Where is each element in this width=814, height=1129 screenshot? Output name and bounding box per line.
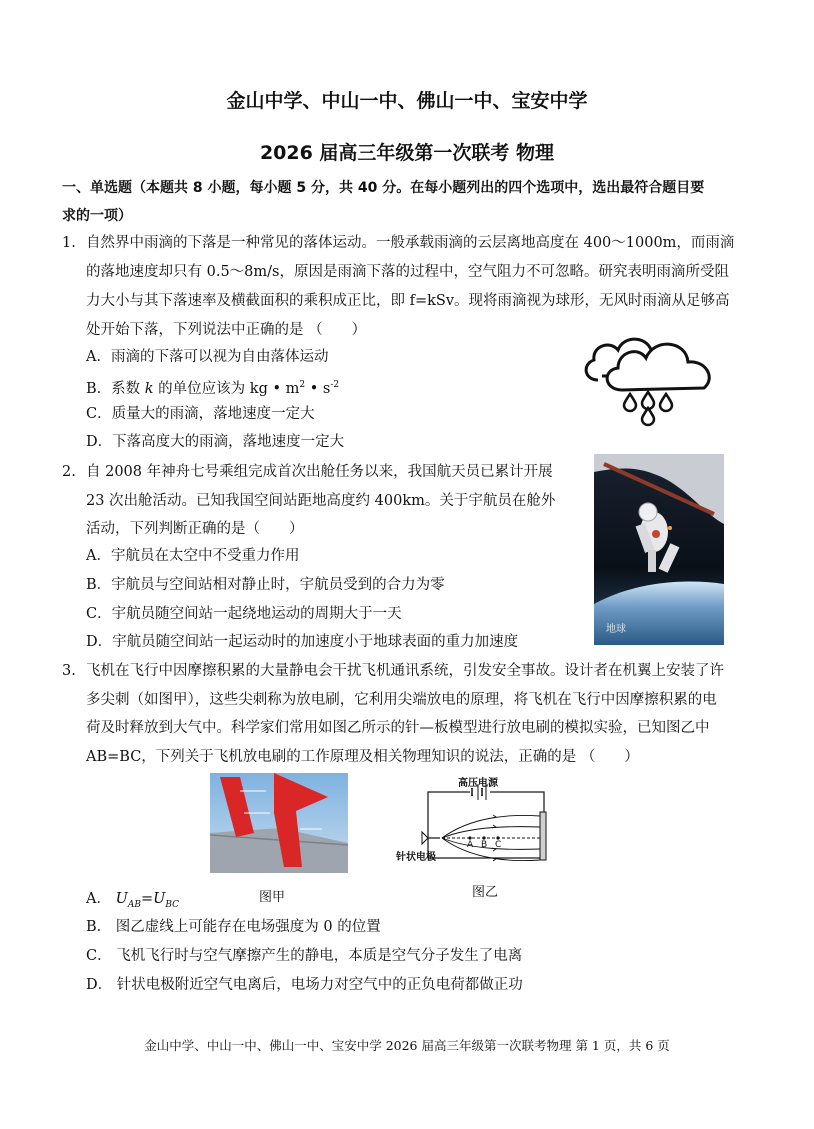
q3-option-a-sub2: BC	[165, 899, 180, 910]
q1-line-2: 的落地速度却只有 0.5～8m/s，原因是雨滴下落的过程中，空气阻力不可忽略。研究表明雨滴所受阻	[86, 264, 729, 280]
exam-title: 2026 届高三年级第一次联考 物理	[259, 142, 555, 164]
q1-option-c[interactable]: C．质量大的雨滴，落地速度一定大	[86, 406, 315, 422]
q1-option-b-exp2: -2	[330, 380, 340, 390]
q2-line-1: 自 2008 年神舟七号乘组完成首次出舱任务以来，我国航天员已累计开展	[86, 464, 553, 480]
q3-line-3: 荷及时释放到大气中。科学家们常用如图乙所示的针—板模型进行放电刷的模拟实验，已知图乙中	[86, 720, 710, 736]
power-supply-label: 高压电源	[458, 778, 498, 789]
q3-line-2: 多尖刺（如图甲），这些尖刺称为放电刷，它利用尖端放电的原理，将飞机在飞行中因摩擦积累的电	[86, 692, 717, 708]
q3-option-a[interactable]	[86, 889, 179, 915]
q3-line-1: 飞机在飞行中因摩擦积累的大量静电会干扰飞机通讯系统，引发安全事故。设计者在机翼上安装了许	[86, 663, 724, 679]
school-names: 金山中学、中山一中、佛山一中、宝安中学	[226, 90, 588, 112]
q2-option-a[interactable]: A．宇航员在太空中不受重力作用	[86, 548, 300, 564]
astronaut-photo	[594, 454, 724, 645]
q3-option-d[interactable]: D． 针状电极附近空气电离后，电场力对空气中的正负电荷都做正功	[86, 977, 523, 993]
q1-option-b-mid: 的单位应该为 kg • m	[153, 380, 300, 397]
needle-electrode-label: 针状电极	[396, 852, 436, 863]
q2-number: 2.	[62, 464, 76, 480]
q1-line-4: 处开始下落，下列说法中正确的是 （ ）	[86, 322, 367, 338]
q2-option-d[interactable]: D．宇航员随空间站一起运动时的加速度小于地球表面的重力加速度	[86, 634, 519, 650]
q3-option-a-u1: U	[115, 891, 128, 907]
q2-line-2: 23 次出舱活动。已知我国空间站距地高度约 400km。关于宇航员在舱外	[86, 493, 556, 509]
rain-cloud-icon	[578, 328, 720, 428]
section-heading-line1: 一、单选题（本题共 8 小题，每小题 5 分，共 40 分。在每小题列出的四个选项中，选出最符合题目要	[62, 180, 705, 196]
q3-option-c[interactable]: C． 飞机飞行时与空气摩擦产生的静电，本质是空气分子发生了电离	[86, 948, 523, 964]
page-footer: 金山中学、中山一中、佛山一中、宝安中学 2026 届高三年级第一次联考物理 第 1 页，共 6 页	[144, 1038, 670, 1053]
q3-number: 3.	[62, 663, 76, 679]
q1-option-b-k: k	[144, 380, 154, 397]
section-heading-line2: 求的一项）	[62, 208, 132, 224]
q1-number: 1.	[62, 235, 76, 251]
q3-line-4: AB=BC，下列关于飞机放电刷的工作原理及相关物理知识的说法，正确的是 （ ）	[86, 749, 639, 765]
point-a-label: A	[467, 840, 474, 850]
earth-label: 地球	[606, 624, 626, 635]
q1-option-b[interactable]	[86, 375, 339, 399]
q1-option-a[interactable]: A．雨滴的下落可以视为自由落体运动	[86, 349, 329, 365]
q3-option-b[interactable]: B． 图乙虚线上可能存在电场强度为 0 的位置	[86, 919, 381, 935]
q3-option-a-u2: U	[153, 891, 166, 907]
point-c-label: C	[495, 840, 502, 850]
q3-option-a-eq: =	[140, 891, 154, 907]
airplane-tail-photo	[210, 773, 348, 873]
q1-option-b-prefix: B．系数	[86, 380, 145, 397]
astronaut-space-icon	[594, 454, 724, 645]
q1-option-b-exp1: 2	[299, 380, 306, 390]
q1-line-1: 自然界中雨滴的下落是一种常见的落体运动。一般承载雨滴的云层离地高度在 400～1000m，而雨滴	[86, 235, 735, 251]
q1-option-d[interactable]: D．下落高度大的雨滴，落地速度一定大	[86, 434, 345, 450]
q2-line-3: 活动，下列判断正确的是（ ）	[86, 521, 304, 537]
q3-option-a-sub1: AB	[127, 899, 141, 910]
q2-option-b[interactable]: B．宇航员与空间站相对静止时，宇航员受到的合力为零	[86, 577, 445, 593]
q1-line-3: 力大小与其下落速率及横截面积的乘积成正比，即 f=kSv。现将雨滴视为球形，无风时雨滴从足够高	[86, 293, 730, 309]
point-b-label: B	[481, 840, 488, 850]
caption-figure-b: 图乙	[472, 885, 499, 900]
q3-option-a-prefix: A．	[86, 891, 116, 907]
q1-option-b-mid2: • s	[305, 380, 331, 397]
caption-figure-a: 图甲	[259, 890, 286, 905]
q2-option-c[interactable]: C．宇航员随空间站一起绕地运动的周期大于一天	[86, 606, 402, 622]
